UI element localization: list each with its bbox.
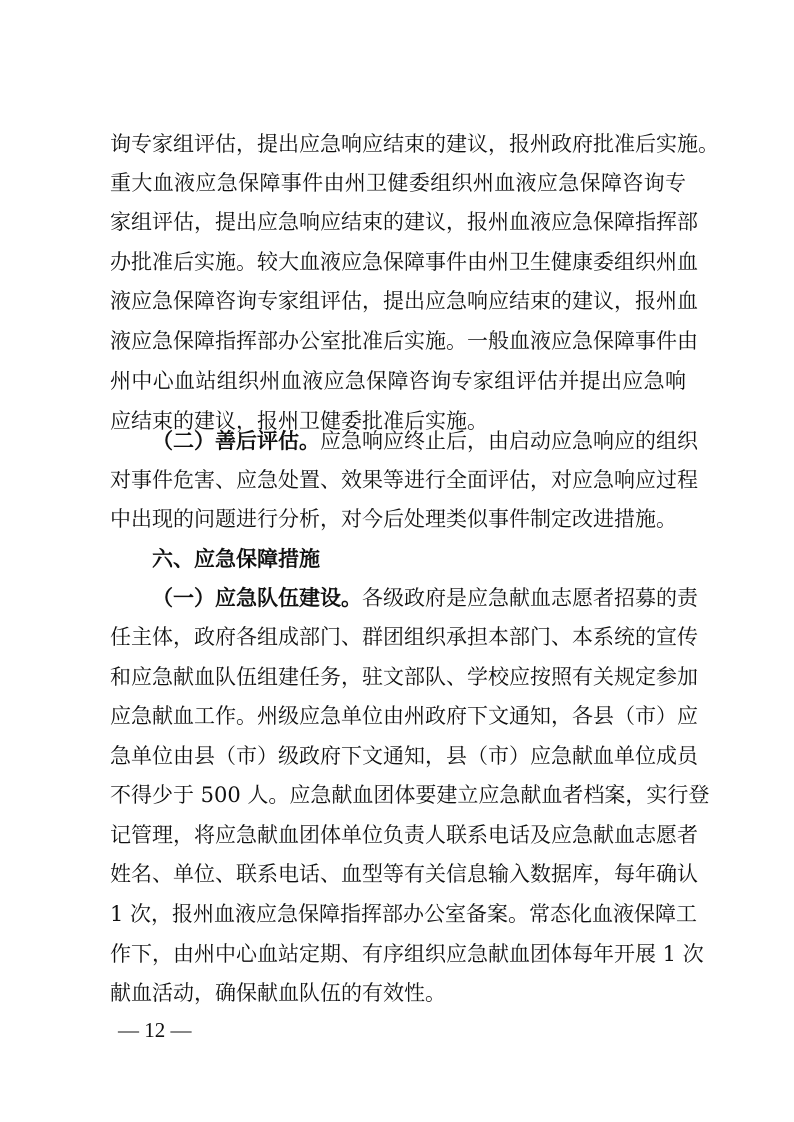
- body-text-line: 1 次，报州血液应急保障指挥部办公室备案。常态化血液保障工: [110, 902, 698, 926]
- body-text-line: 家组评估，提出应急响应结束的建议，报州血液应急保障指挥部: [110, 210, 698, 234]
- subsection-title: （二）善后评估。: [152, 428, 320, 453]
- body-text-line: 应急献血工作。州级应急单位由州政府下文通知，各县（市）应: [110, 704, 698, 728]
- subsection-title: （一）应急队伍建设。: [152, 585, 362, 610]
- body-text-line: 应结束的建议，报州卫健委批准后实施。: [110, 409, 488, 433]
- body-text-line: 州中心血站组织州血液应急保障咨询专家组评估并提出应急响: [110, 369, 686, 393]
- body-text-line: 和应急献血队伍组建任务，驻文部队、学校应按照有关规定参加: [110, 665, 698, 689]
- body-text-line: 询专家组评估，提出应急响应结束的建议，报州政府批准后实施。: [110, 132, 719, 156]
- body-text-line: 不得少于 500 人。应急献血团体要建立应急献血者档案，实行登: [110, 783, 710, 807]
- body-text-line: 急单位由县（市）级政府下文通知，县（市）应急献血单位成员: [110, 744, 698, 768]
- body-text-line: 中出现的问题进行分析，对今后处理类似事件制定改进措施。: [110, 507, 677, 531]
- body-text-line: 办批准后实施。较大血液应急保障事件由州卫生健康委组织州血: [110, 250, 698, 274]
- body-text-line: 对事件危害、应急处置、效果等进行全面评估，对应急响应过程: [110, 468, 698, 492]
- subsection-first-line: [152, 421, 698, 461]
- body-text-line: 液应急保障咨询专家组评估，提出应急响应结束的建议，报州血: [110, 289, 698, 313]
- body-text-line: 液应急保障指挥部办公室批准后实施。一般血液应急保障事件由: [110, 329, 698, 353]
- body-text-line: 重大血液应急保障事件由州卫健委组织州血液应急保障咨询专: [110, 171, 686, 195]
- subsection-text: 各级政府是应急献血志愿者招募的责: [362, 586, 698, 610]
- body-text-line: 姓名、单位、联系电话、血型等有关信息输入数据库，每年确认: [110, 862, 698, 886]
- body-text-line: 献血活动，确保献血队伍的有效性。: [110, 981, 446, 1005]
- subsection-first-line: [152, 578, 698, 618]
- body-text-line: 记管理，将应急献血团体单位负责人联系电话及应急献血志愿者: [110, 823, 698, 847]
- subsection-text: 应急响应终止后，由启动应急响应的组织: [320, 429, 698, 453]
- page-number: — 12 —: [118, 1018, 192, 1042]
- body-text-line: 任主体，政府各组成部门、群团组织承担本部门、本系统的宣传: [110, 625, 698, 649]
- body-text-line: 作下，由州中心血站定期、有序组织应急献血团体每年开展 1 次: [110, 942, 704, 966]
- section-heading: 六、应急保障措施: [152, 547, 320, 571]
